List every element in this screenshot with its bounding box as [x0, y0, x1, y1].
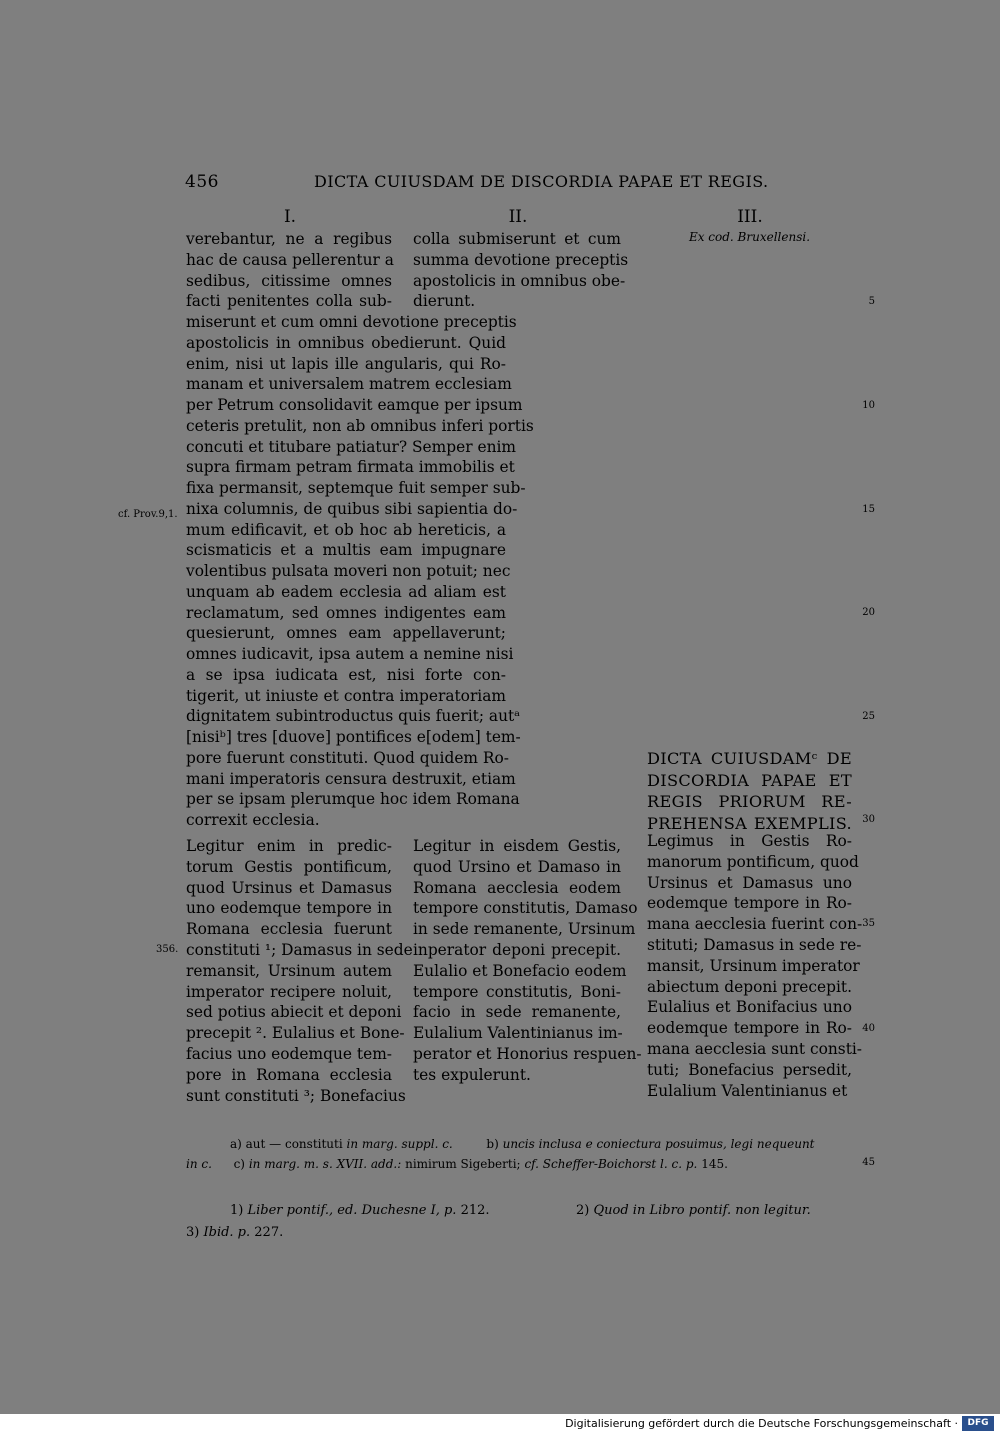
line-number: 15 [862, 504, 875, 515]
col1-main-line: unquam ab eadem ecclesia ad aliam est [186, 582, 506, 601]
col3-text-line: eodemque tempore in Ro- [647, 894, 852, 913]
col3-text-line: manorum pontificum, quod [647, 852, 859, 871]
col1-bottom-line: Legitur enim in predic- [186, 837, 392, 855]
col3-text-line: tuti; Bonefacius persedit, [647, 1060, 852, 1079]
footer-bar [0, 1414, 1000, 1434]
line-number: 45 [862, 1157, 875, 1168]
col1-main-line: [nisiᵇ] tres [duove] pontifices e[odem] tem- [186, 728, 521, 746]
col2-top-line: summa devotione preceptis [413, 250, 629, 269]
line-number: 30 [862, 814, 875, 825]
col2-bottom-line: perator et Honorius respuen- [413, 1045, 642, 1063]
col1-main-line: a se ipsa iudicata est, nisi forte con- [186, 665, 506, 684]
col3-title-line: DISCORDIA PAPAE ET [647, 770, 852, 790]
col1-main-line: fixa permansit, septemque fuit semper sub- [186, 479, 526, 497]
col3-text-line: mana aecclesia sunt consti- [647, 1040, 862, 1058]
col3-text-line: abiectum deponi precepit. [647, 977, 852, 996]
col3-title-line: PREHENSA EXEMPLIS. [647, 813, 852, 833]
col3-title-line: DICTA CUIUSDAMᶜ DE [647, 749, 852, 768]
note-c-page: 145. [701, 1157, 728, 1171]
note-c-italic-2: cf. Scheffer-Boichorst l. c. p. [524, 1157, 698, 1171]
line-number: 25 [862, 711, 875, 722]
dfg-logo: DFG [962, 1416, 994, 1431]
col1-bottom-line: sed potius abiecit et deponi [186, 1003, 402, 1022]
source-note-1-page: 212. [460, 1203, 490, 1218]
col1-main-line: pore fuerunt constituti. Quod quidem Ro- [186, 748, 509, 767]
col2-top-line: dierunt. [413, 292, 476, 311]
source-note-2-ref: Quod in Libro pontif. non legitur. [593, 1203, 811, 1218]
funding-notice: Digitalisierung gefördert durch die Deutsche Forschungsgemeinschaft · [565, 1417, 958, 1430]
col2-bottom-line: facio in sede remanente, [413, 1003, 621, 1022]
source-note-2-num: 2) [576, 1203, 590, 1218]
line-number: 10 [862, 400, 875, 411]
col1-bottom-line: remansit, Ursinum autem [186, 961, 392, 980]
col2-bottom-line: Legitur in eisdem Gestis, [413, 837, 621, 855]
note-a: a) aut — constituti [230, 1137, 343, 1151]
col2-bottom-line: Eulalium Valentinianus im- [413, 1024, 623, 1043]
col1-bottom-line: facius uno eodemque tem- [186, 1045, 392, 1063]
col1-bottom-line: Romana ecclesia fuerunt [186, 920, 392, 939]
col1-main-line: correxit ecclesia. [186, 811, 320, 829]
note-c: c) [233, 1157, 245, 1171]
line-number: 20 [862, 607, 875, 618]
col1-main-line: mani imperatoris censura destruxit, etiam [186, 769, 516, 788]
column-3-source: Ex cod. Bruxellensi. [688, 230, 811, 244]
note-a-italic: in marg. suppl. c. [346, 1137, 453, 1151]
col1-main-line: dignitatem subintroductus quis fuerit; autᵃ [186, 707, 521, 726]
page-number: 456 [185, 172, 219, 192]
col1-bottom-line: sunt constituti ³; Bonefacius [186, 1086, 406, 1105]
col1-top-line: hac de causa pellerentur a [186, 250, 394, 269]
col1-main-line: supra firmam petram firmata immobilis et [186, 458, 515, 477]
note-b: b) [486, 1137, 499, 1151]
col1-main-line: apostolicis in omnibus obedierunt. Quid [186, 333, 506, 352]
col3-text-line: Eulalius et Bonifacius uno [647, 998, 852, 1017]
line-number: 5 [868, 296, 875, 307]
margin-note-prov: cf. Prov.9,1. [118, 509, 178, 520]
col1-main-line: tigerit, ut iniuste et contra imperatoriam [186, 686, 506, 705]
col2-bottom-line: tempore constitutis, Damaso [413, 899, 638, 918]
col1-bottom-line: constituti ¹; Damasus in sede [186, 941, 413, 959]
col3-text-line: eodemque tempore in Ro- [647, 1019, 852, 1038]
col2-top-line: apostolicis in omnibus obe- [413, 271, 626, 290]
col2-bottom-line: Eulalio et Bonefacio eodem [413, 961, 627, 980]
col1-main-line: manam et universalem matrem ecclesiam [186, 375, 512, 394]
source-note-1 [230, 1200, 490, 1222]
col2-bottom-line: quod Ursino et Damaso in [413, 857, 621, 876]
col2-top-line: colla submiserunt et cum [413, 230, 621, 248]
note-b-italic: uncis inclusa e coniectura posuimus, legi nequeunt [502, 1137, 815, 1151]
source-note-1-ref: Liber pontif., ed. Duchesne I, p. [247, 1203, 457, 1218]
source-note-1-num: 1) [230, 1203, 244, 1218]
note-c-italic-1: in marg. m. s. XVII. add.: [248, 1157, 402, 1171]
col1-top-line: sedibus, citissime omnes [186, 271, 392, 290]
col3-text-line: mansit, Ursinum imperator [647, 956, 860, 975]
col1-main-line: enim, nisi ut lapis ille angularis, qui Ro- [186, 354, 506, 373]
note-in-c: in c. [186, 1157, 212, 1171]
col3-title-line: REGIS PRIORUM RE- [647, 792, 852, 811]
col1-main-line: quesierunt, omnes eam appellaverunt; [186, 624, 506, 643]
source-note-3-ref: Ibid. p. [203, 1225, 251, 1240]
source-note-3-num: 3) [186, 1225, 200, 1240]
col1-main-line: concuti et titubare patiatur? Semper enim [186, 437, 517, 456]
line-number: 35 [862, 918, 875, 929]
column-heading-2: II. [508, 207, 528, 227]
col1-main-line: scismaticis et a multis eam impugnare [186, 541, 506, 560]
col1-main-line: mum edificavit, et ob hoc ab hereticis, a [186, 520, 506, 539]
note-c-rest: nimirum Sigeberti; [405, 1157, 521, 1171]
col2-bottom-line: in sede remanente, Ursinum [413, 920, 636, 939]
column-heading-3: III. [737, 207, 763, 227]
col2-bottom-line: inperator deponi precepit. [413, 941, 621, 959]
col1-main-line: reclamatum, sed omnes indigentes eam [186, 603, 506, 622]
col3-text-line: Eulalium Valentinianus et [647, 1081, 848, 1100]
col1-main-line: omnes iudicavit, ipsa autem a nemine nisi [186, 645, 514, 663]
running-title: DICTA CUIUSDAM DE DISCORDIA PAPAE ET REGIS. [314, 172, 769, 191]
col1-bottom-line: quod Ursinus et Damasus [186, 878, 392, 897]
col1-bottom-line: imperator recipere noluit, [186, 982, 392, 1001]
col3-text-line: stituti; Damasus in sede re- [647, 936, 862, 954]
col1-main-line: volentibus pulsata moveri non potuit; nec [186, 562, 511, 580]
col1-main-line: per Petrum consolidavit eamque per ipsum [186, 396, 523, 414]
critical-note-a-b [230, 1134, 815, 1154]
column-heading-1: I. [283, 207, 297, 227]
col1-bottom-line: precepit ². Eulalius et Bone- [186, 1024, 405, 1043]
col2-bottom-line: tes expulerunt. [413, 1065, 531, 1084]
col1-main-line: per se ipsam plerumque hoc idem Romana [186, 790, 520, 809]
col2-bottom-line: tempore constitutis, Boni- [413, 982, 621, 1001]
col2-bottom-line: Romana aecclesia eodem [413, 878, 621, 897]
col1-main-line: nixa columnis, de quibus sibi sapientia do- [186, 499, 518, 518]
source-note-2 [576, 1200, 811, 1222]
col3-text-line: Legimus in Gestis Ro- [647, 832, 852, 850]
col3-text-line: Ursinus et Damasus uno [647, 873, 852, 892]
col1-top-line: facti penitentes colla sub- [186, 292, 392, 311]
col1-top-line: verebantur, ne a regibus [186, 230, 392, 248]
line-number: 40 [862, 1023, 875, 1034]
col1-main-line: miserunt et cum omni devotione preceptis [186, 313, 517, 331]
col1-bottom-line: uno eodemque tempore in [186, 899, 392, 918]
col3-text-line: mana aecclesia fuerint con- [647, 915, 863, 934]
margin-note-page: 356. [156, 944, 179, 955]
source-note-3-page: 227. [254, 1225, 284, 1240]
col1-main-line: ceteris pretulit, non ab omnibus inferi portis [186, 416, 534, 435]
critical-note-c [186, 1154, 728, 1174]
col1-bottom-line: torum Gestis pontificum, [186, 857, 392, 876]
col1-bottom-line: pore in Romana ecclesia [186, 1065, 392, 1084]
source-note-3 [186, 1222, 283, 1244]
